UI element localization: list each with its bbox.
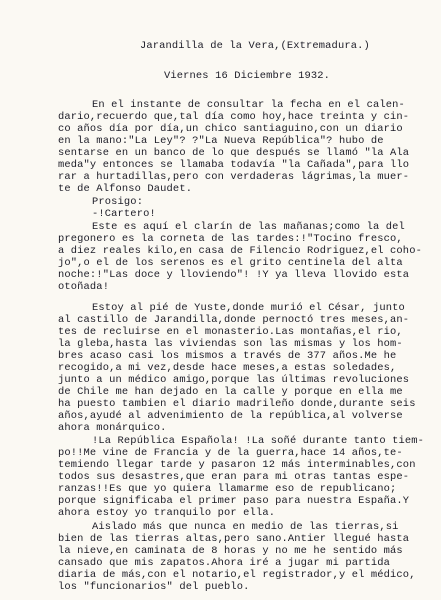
body-line: la gleba,hasta las viviendas son las mismas y los hom- [58,338,403,350]
body-line: años,ayudé al advenimiento de la república,al volverse [58,410,403,422]
body-line: al castillo de Jarandilla,donde pernoctó tres meses,an- [58,314,410,326]
body-line: junto a un médico amigo,porque las últimas revoluciones [58,374,410,386]
body-line: Estoy al pié de Yuste,donde murió el César, junto [92,302,405,314]
body-line: a diez reales kilo,en casa de Filencio Rodriguez,el coho- [58,245,422,257]
letter-place: Jarandilla de la Vera,(Extremadura.) [140,40,370,52]
body-line: ahora estoy yo tranquilo por ella. [58,507,276,519]
body-line: de Chile me han dejado en la calle y porque en ella me [58,386,403,398]
body-line: !La República Española! !La soñé durante tanto tiem- [92,435,425,447]
body-line: los "funcionarios" del pueblo. [58,581,250,593]
body-line: Aislado más que nunca en medio de las tierras,si [92,521,399,533]
body-line: la nieve,en caminata de 8 horas y no me he sentido más [58,545,403,557]
body-line: noche:!"Las doce y lloviendo"! !Y ya lleva llovido esta [58,269,410,281]
body-line: ahora monárquico. [58,422,167,434]
body-line: rar a hurtadillas,pero con verdaderas lágrimas,la muer- [58,171,410,183]
body-line: otoñada! [58,281,110,293]
body-line: bien de las tierras altas,pero sano.Antier llegué hasta [58,533,410,545]
body-line: pregonero es la corneta de las tardes:!"Tocino fresco, [58,233,403,245]
letter-date: Viernes 16 Diciembre 1932. [164,70,331,82]
body-line: tes de recluirse en el monasterio.Las montañas,el rio, [58,326,403,338]
body-line: bres acaso casi los mismos a través de 377 años.Me he [58,350,397,362]
body-line: co años día por día,un chico santiaguino,con un diario [58,123,403,135]
body-line: Prosigo: [92,196,144,208]
body-line: diaria de más,con el notario,el registrador,y el médico, [58,569,416,581]
body-line: porque significaba el primer paso para nuestra España.Y [58,495,410,507]
body-line: en la mano:"La Ley"? ?"La Nueva República"? hubo de [58,135,384,147]
body-line: jo",o el de los serenos es el grito centinela del alta [58,257,403,269]
body-line: Este es aquí el clarín de las mañanas;como la del [92,221,405,233]
body-line: En el instante de consultar la fecha en el calen- [92,99,405,111]
body-line: todos sus desastres,que eran para mi otras tantas espe- [58,471,410,483]
body-line: po!!Me vine de Francia y de la guerra,hace 14 años,te- [58,447,403,459]
body-line: sentarse en un banco de lo que después se llamó "la Ala [58,147,410,159]
body-line: -!Cartero! [92,208,156,220]
body-line: ha puesto tambien el diario madrileño donde,durante seis [58,398,416,410]
body-line: meda"y entonces se llamaba todavía "la Cañada",para llo [58,159,410,171]
body-line: dario,recuerdo que,tal día como hoy,hace treinta y cin- [58,111,410,123]
body-line: temiendo llegar tarde y pasaron 12 más interminables,con [58,459,416,471]
body-line: te de Alfonso Daudet. [58,183,193,195]
body-line: ranzas!!Es que yo quiera llamarme eso de republicano; [58,483,397,495]
body-line: recogido,a mi vez,desde hace meses,a estas soledades, [58,362,397,374]
body-line: cansado que mis zapatos.Ahora iré a jugar mi partida [58,557,391,569]
